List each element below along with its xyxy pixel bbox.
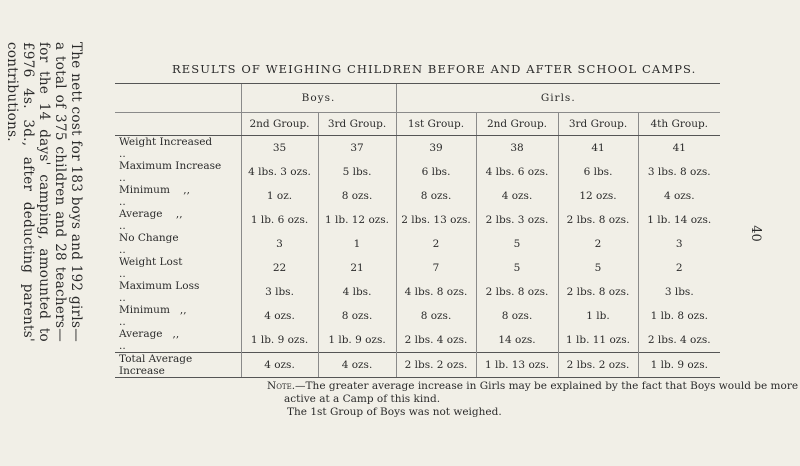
table-cell: 8 ozs. <box>476 304 558 328</box>
table-cell: 1 <box>318 232 396 256</box>
col-header: 2nd Group. <box>241 113 318 136</box>
table-cell: 1 lb. 11 ozs. <box>558 328 638 353</box>
table-row <box>115 160 720 184</box>
table-cell: 3 <box>638 232 720 256</box>
total-cell: 2 lbs. 2 ozs. <box>396 353 476 378</box>
table-cell: 6 lbs. <box>396 160 476 184</box>
table-cell: 2 lbs. 4 ozs. <box>638 328 720 353</box>
note-prefix: Note. <box>267 380 296 392</box>
row-label: Weight Increased <box>119 136 213 148</box>
note-line-1: —The greater average increase in Girls may be explained by the fact that Boys would be more <box>295 380 799 392</box>
girls-header: Girls. <box>396 84 720 113</box>
table-cell: 2 lbs. 8 ozs. <box>476 280 558 304</box>
row-dots: .. <box>119 172 126 184</box>
row-label-cell <box>115 136 241 161</box>
row-label: Weight Lost <box>119 256 183 268</box>
table-cell: 3 lbs. <box>638 280 720 304</box>
row-label-cell <box>115 184 241 208</box>
table-cell: 41 <box>558 136 638 161</box>
table-cell: 4 lbs. <box>318 280 396 304</box>
total-cell: 4 ozs. <box>318 353 396 378</box>
footnote <box>267 380 798 419</box>
note-line-3: The 1st Group of Boys was not weighed. <box>287 406 502 418</box>
col-header: 1st Group. <box>396 113 476 136</box>
table-cell: 2 lbs. 3 ozs. <box>476 208 558 232</box>
row-label-cell <box>115 328 241 353</box>
table-cell: 4 lbs. 3 ozs. <box>241 160 318 184</box>
page-number: 40 <box>748 225 764 242</box>
table-cell: 5 <box>476 256 558 280</box>
row-dots: .. <box>119 244 126 256</box>
row-dots: .. <box>119 316 126 328</box>
total-cell: 1 lb. 13 ozs. <box>476 353 558 378</box>
col-header: 3rd Group. <box>558 113 638 136</box>
table-cell: 37 <box>318 136 396 161</box>
table-cell: 2 lbs. 13 ozs. <box>396 208 476 232</box>
table-cell: 8 ozs. <box>318 184 396 208</box>
row-label-cell <box>115 160 241 184</box>
table-cell: 1 lb. 9 ozs. <box>241 328 318 353</box>
table-cell: 22 <box>241 256 318 280</box>
table-cell: 1 lb. 12 ozs. <box>318 208 396 232</box>
table-cell: 21 <box>318 256 396 280</box>
side-note <box>4 42 84 342</box>
table-cell: 39 <box>396 136 476 161</box>
table-row <box>115 304 720 328</box>
row-dots: .. <box>119 268 126 280</box>
header-blank <box>115 84 241 113</box>
table-cell: 2 lbs. 8 ozs. <box>558 208 638 232</box>
row-label: No Change <box>119 232 179 244</box>
table-cell: 35 <box>241 136 318 161</box>
row-dots: .. <box>119 220 126 232</box>
row-dots: .. <box>119 148 126 160</box>
note-line-2: active at a Camp of this kind. <box>284 393 441 405</box>
row-label-cell <box>115 280 241 304</box>
row-label-cell <box>115 256 241 280</box>
col-header: 3rd Group. <box>318 113 396 136</box>
table-cell: 7 <box>396 256 476 280</box>
table-row <box>115 208 720 232</box>
table-row <box>115 328 720 353</box>
row-label: Minimum ,, <box>119 184 190 196</box>
table-cell: 4 ozs. <box>638 184 720 208</box>
table-cell: 1 lb. 8 ozs. <box>638 304 720 328</box>
table-cell: 38 <box>476 136 558 161</box>
total-cell: 1 lb. 9 ozs. <box>638 353 720 378</box>
table-cell: 1 lb. <box>558 304 638 328</box>
total-cell: 4 ozs. <box>241 353 318 378</box>
total-label: Total Average Increase <box>115 353 241 378</box>
table-cell: 14 ozs. <box>476 328 558 353</box>
row-label: Maximum Loss <box>119 280 200 292</box>
boys-header: Boys. <box>241 84 396 113</box>
row-dots: .. <box>119 196 126 208</box>
table-row <box>115 184 720 208</box>
table-cell: 2 lbs. 4 ozs. <box>396 328 476 353</box>
table-cell: 6 lbs. <box>558 160 638 184</box>
table-cell: 5 <box>558 256 638 280</box>
table-cell: 3 lbs. 8 ozs. <box>638 160 720 184</box>
table-cell: 2 lbs. 8 ozs. <box>558 280 638 304</box>
row-label-cell <box>115 232 241 256</box>
weighing-results-table <box>115 83 720 378</box>
row-dots: .. <box>119 292 126 304</box>
table-cell: 4 lbs. 6 ozs. <box>476 160 558 184</box>
table-cell: 2 <box>396 232 476 256</box>
table-cell: 2 <box>558 232 638 256</box>
table-cell: 4 lbs. 8 ozs. <box>396 280 476 304</box>
row-label-cell <box>115 208 241 232</box>
col-header: 4th Group. <box>638 113 720 136</box>
table-cell: 8 ozs. <box>318 304 396 328</box>
table-cell: 5 lbs. <box>318 160 396 184</box>
table-cell: 12 ozs. <box>558 184 638 208</box>
side-note-text: The nett cost for 183 boys and 192 girls—a total of 375 children and 28 teachers—for the 14 days' camping, amounted to £976 4s. 3d., after deducting parents' contributions. <box>4 42 84 342</box>
table-cell: 2 <box>638 256 720 280</box>
table-cell: 1 lb. 9 ozs. <box>318 328 396 353</box>
table-cell: 1 lb. 6 ozs. <box>241 208 318 232</box>
row-label: Maximum Increase <box>119 160 222 172</box>
table-cell: 1 oz. <box>241 184 318 208</box>
table-cell: 1 lb. 14 ozs. <box>638 208 720 232</box>
table-row <box>115 232 720 256</box>
row-label: Average ,, <box>119 328 180 340</box>
table-row <box>115 136 720 161</box>
table-row <box>115 280 720 304</box>
table-cell: 3 lbs. <box>241 280 318 304</box>
table-cell: 41 <box>638 136 720 161</box>
total-row <box>115 353 720 378</box>
table-cell: 5 <box>476 232 558 256</box>
row-label: Minimum ,, <box>119 304 187 316</box>
total-cell: 2 lbs. 2 ozs. <box>558 353 638 378</box>
table-cell: 8 ozs. <box>396 304 476 328</box>
subheader-blank <box>115 113 241 136</box>
row-dots: .. <box>119 340 126 352</box>
page-title: RESULTS OF WEIGHING CHILDREN BEFORE AND AFTER SCHOOL CAMPS. <box>172 62 697 76</box>
row-label-cell <box>115 304 241 328</box>
row-label: Average ,, <box>119 208 183 220</box>
col-header: 2nd Group. <box>476 113 558 136</box>
table-cell: 3 <box>241 232 318 256</box>
table-cell: 8 ozs. <box>396 184 476 208</box>
table-cell: 4 ozs. <box>241 304 318 328</box>
table-cell: 4 ozs. <box>476 184 558 208</box>
table-row <box>115 256 720 280</box>
